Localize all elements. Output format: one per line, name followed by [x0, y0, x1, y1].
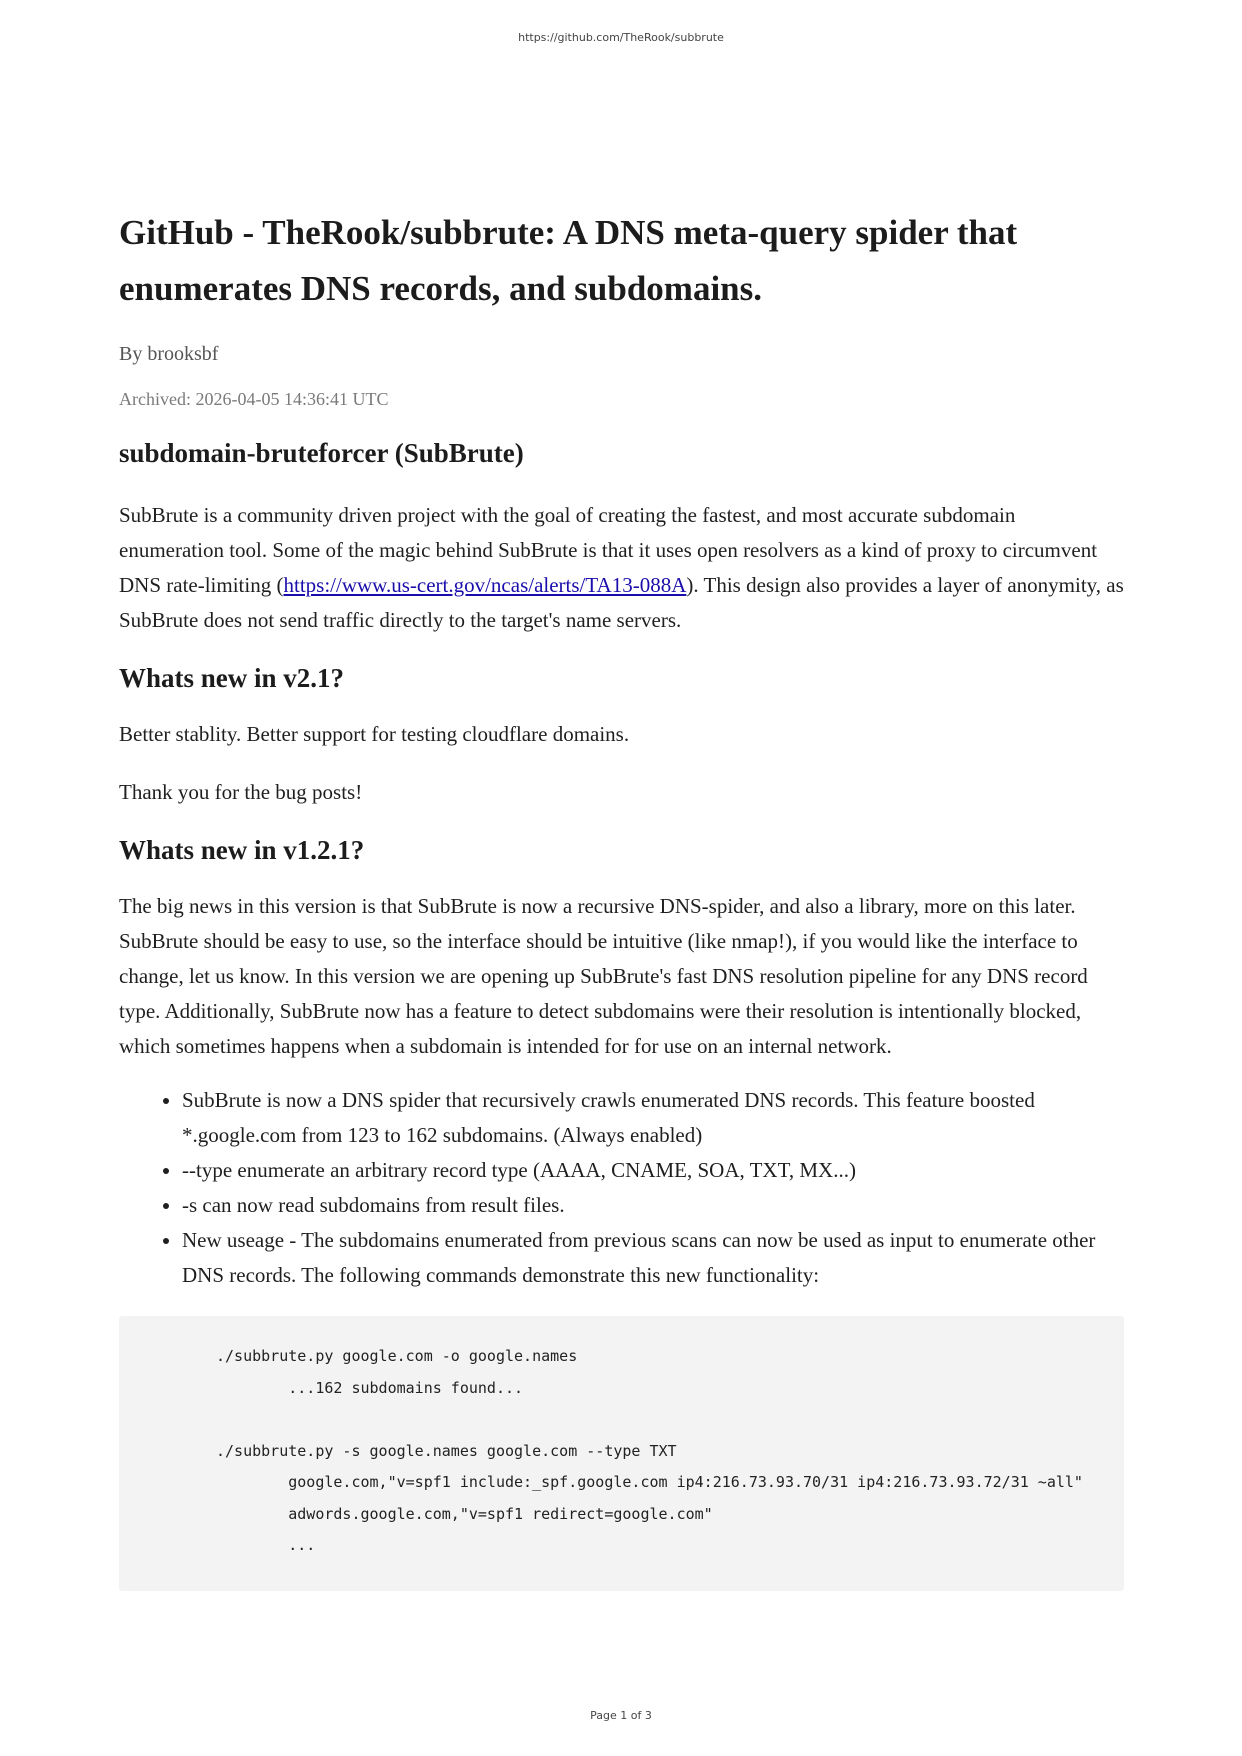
page-number: Page 1 of 3 [590, 1709, 652, 1722]
list-item: • --type enumerate an arbitrary record type (AAAA, CNAME, SOA, TXT, MX...) [182, 1153, 1124, 1188]
v2-1-paragraph-thanks: Thank you for the bug posts! [119, 780, 363, 804]
section-heading-v2-1: Whats new in v2.1? [119, 663, 345, 693]
archived-timestamp: Archived: 2026-04-05 14:36:41 UTC [119, 389, 389, 409]
article [119, 205, 1124, 1591]
intro-text-before-link: SubBrute is a community driven project with the goal of creating the fastest, and most accurate subdomain enumeration tool. Some of the magic behind SubBrute is that it uses open resolvers as a kind of proxy to circumvent DNS rate-limiting ( [119, 503, 1098, 597]
intro-paragraph [119, 498, 1124, 638]
intro-text-after-link: ). This design also provides a layer of anonymity, as SubBrute does not send traffic directly to the target's name servers. [119, 573, 1124, 632]
v1-2-1-paragraph: The big news in this version is that SubBrute is now a recursive DNS-spider, and also a library, more on this later. SubBrute should be easy to use, so the interface should be intuitive (like nmap!), if you would like the interface to change, let us know. In this version we are opening up SubBrute's fast DNS resolution pipeline for any DNS record type. Additionally, SubBrute now has a feature to detect subdomains were their resolution is intentionally blocked, which sometimes happens when a subdomain is intended for for use on an internal network. [119, 894, 1088, 1058]
code-block: ./subbrute.py google.com -o google.names ...162 subdomains found... ./subbrute.py -s google.names google.com --type TXT google.com,"v=spf1 include:_spf.google.com ip4:216.73.93.70/31 ip4:216.73.93.72/31 ~all" adwords.google.com,"v=spf1 redirect=google.com" ... [119, 1316, 1124, 1591]
v2-1-paragraph-stability: Better stablity. Better support for testing cloudflare domains. [119, 722, 630, 746]
list-item: • -s can now read subdomains from result files. [182, 1188, 1124, 1223]
byline: By brooksbf [119, 343, 219, 365]
section-heading-v1-2-1: Whats new in v1.2.1? [119, 835, 365, 865]
list-item: • SubBrute is now a DNS spider that recursively crawls enumerated DNS records. This feature boosted *.google.com from 123 to 162 subdomains. (Always enabled) [182, 1083, 1124, 1153]
us-cert-alert-link[interactable]: https://www.us-cert.gov/ncas/alerts/TA13-088A [283, 573, 687, 597]
list-item: • New useage - The subdomains enumerated from previous scans can now be used as input to enumerate other DNS records. The following commands demonstrate this new functionality: [182, 1223, 1124, 1293]
page-title: GitHub - TheRook/subbrute: A DNS meta-query spider that enumerates DNS records, and subdomains. [119, 213, 1018, 308]
page-url: https://github.com/TheRook/subbrute [518, 31, 724, 44]
features-list [119, 1083, 1124, 1293]
section-heading-subbrute: subdomain-bruteforcer (SubBrute) [119, 438, 524, 468]
